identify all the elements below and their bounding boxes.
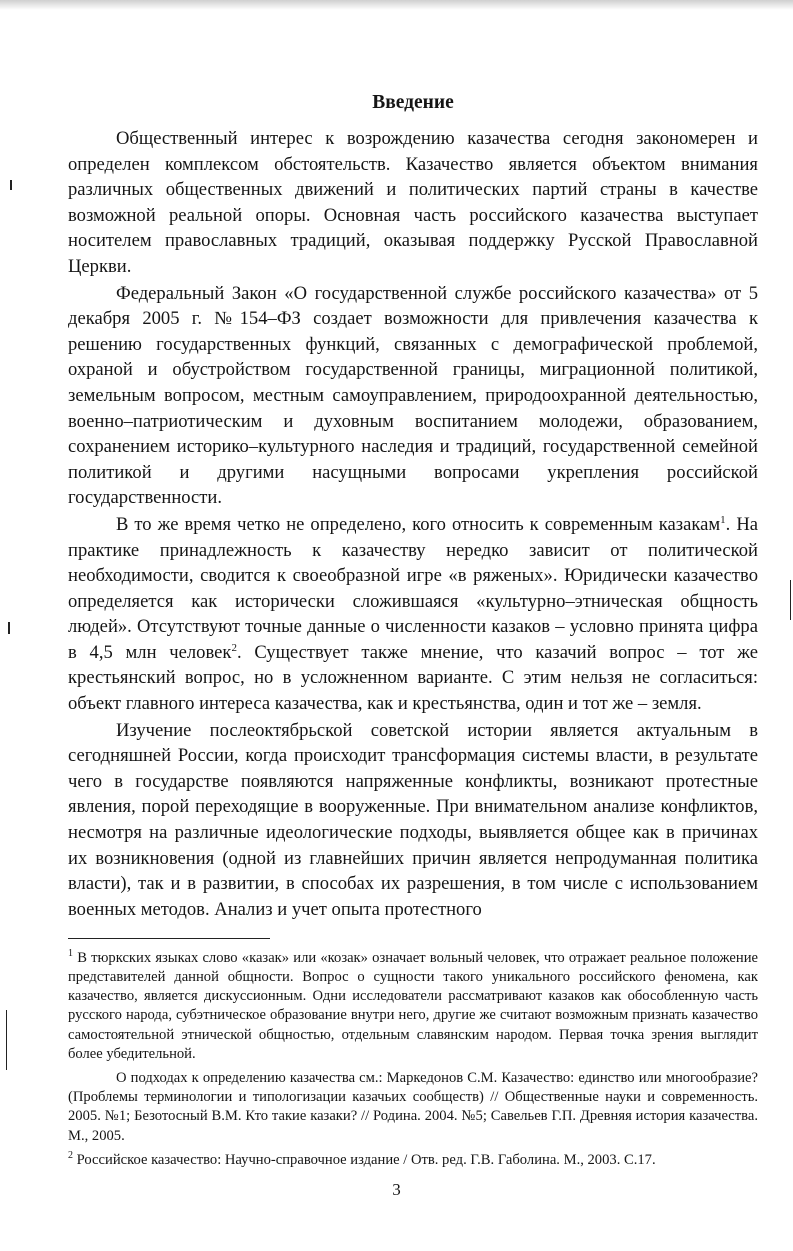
paragraph: Изучение послеоктябрьской советской истории является актуальным в сегодняшней России, когда происходит трансформация системы власти, в результате чего в государстве появляются напряженные конфликты, возникают протестные явления, порой переходящие в вооруженные. При внимательном анализе конфликтов, несмотря на различные идеологические подходы, выявляется общее как в причинах их возникновения (одной из главнейших причин является непродуманная политика власти), так и в развитии, в способах их разрешения, в том числе с использованием военных методов. Анализ и учет опыта протестного	[68, 719, 758, 920]
footnotes	[68, 944, 758, 1170]
page-number: 3	[392, 1180, 401, 1199]
paragraph-text: . На практике принадлежность к казачеству нередко зависит от политической необходимости, сводится к своеобразной игре «в ряженых». Юридически казачество определяется как исторически сложившаяся «культурно–этническая общность людей». Отсутствуют точные данные о численности казаков – условно принята цифра в 4,5 млн человек	[68, 513, 759, 663]
paragraph: Федеральный Закон «О государственной службе российского казачества» от 5 декабря 2005 г. №154–ФЗ создает возможности для привлечения казачества к решению государственных функций, связанных с демографической проблемой, охраной и обустройством государственной границы, миграционной политикой, земельным вопросом, местным самоуправлением, природоохранной деятельностью, военно–патриотическим и духовным воспитанием молодежи, образованием, сохранением историко–культурного наследия и традиций, государственной семейной политикой и другими насущными вопросами укрепления российской государственности.	[68, 282, 758, 509]
paragraph-text: . Существует также мнение, что казачий вопрос – тот же крестьянский вопрос, но в усложненном варианте. С этим нельзя не согласиться: объект главного интереса казачества, как и крестьянства, один и тот же – земля.	[68, 641, 759, 715]
scan-margin-mark	[8, 622, 10, 634]
scan-margin-mark	[790, 580, 791, 620]
paragraph-text: В то же время четко не определено, кого относить к современным казакам	[116, 513, 721, 535]
footnote-text: В тюркских языках слово «казак» или «козак» означает вольный человек, что отражает реальное положение представителей данной общности. Вопрос о сущности такого уникального российского феномена, как казачество, является дискуссионным. Одни исследователи рассматривают казаков как обособленную часть русского народа, субэтническое образование внутри него, другие же считают возможным признать казачество самостоятельной этнической общностью, отдельным славянским народом. Первая точка зрения выглядит более убедительной.	[68, 949, 758, 1062]
paragraph-with-footnotes	[68, 512, 758, 717]
footnote-separator	[68, 938, 270, 939]
page-body	[68, 88, 758, 922]
footnote-text: О подходах к определению казачества см.: Маркедонов С.М. Казачество: единство или многообразие? (Проблемы терминологии и типологизации казачьих сообществ) // Общественные науки и современность. 2005. №1; Безотосный В.М. Кто такие казаки? // Родина. 2004. №5; Савельев Г.П. Древняя история казачества. М., 2005.	[68, 1070, 758, 1144]
scan-margin-mark	[6, 1010, 7, 1070]
scan-top-edge	[0, 0, 793, 10]
footnote-marker: 2	[68, 1149, 73, 1161]
footnote-ref: 2	[231, 641, 237, 654]
footnote	[68, 1146, 758, 1170]
footnote	[68, 944, 758, 1064]
footnote-marker: 1	[68, 948, 73, 959]
scan-margin-mark	[10, 180, 12, 190]
page-title: Введение	[372, 92, 454, 113]
footnote-text: Российское казачество: Научно-справочное издание / Отв. ред. Г.В. Габолина. М., 2003. С.17.	[73, 1151, 656, 1168]
paragraph: Общественный интерес к возрождению казачества сегодня закономерен и определен комплексом обстоятельств. Казачество является объектом внимания различных общественных движений и политических партий страны в качестве возможной реальной опоры. Основная часть российского казачества выступает носителем православных традиций, оказывая поддержку Русской Православной Церкви.	[68, 128, 758, 277]
footnote	[68, 1069, 758, 1146]
footnote-ref: 1	[720, 513, 726, 526]
